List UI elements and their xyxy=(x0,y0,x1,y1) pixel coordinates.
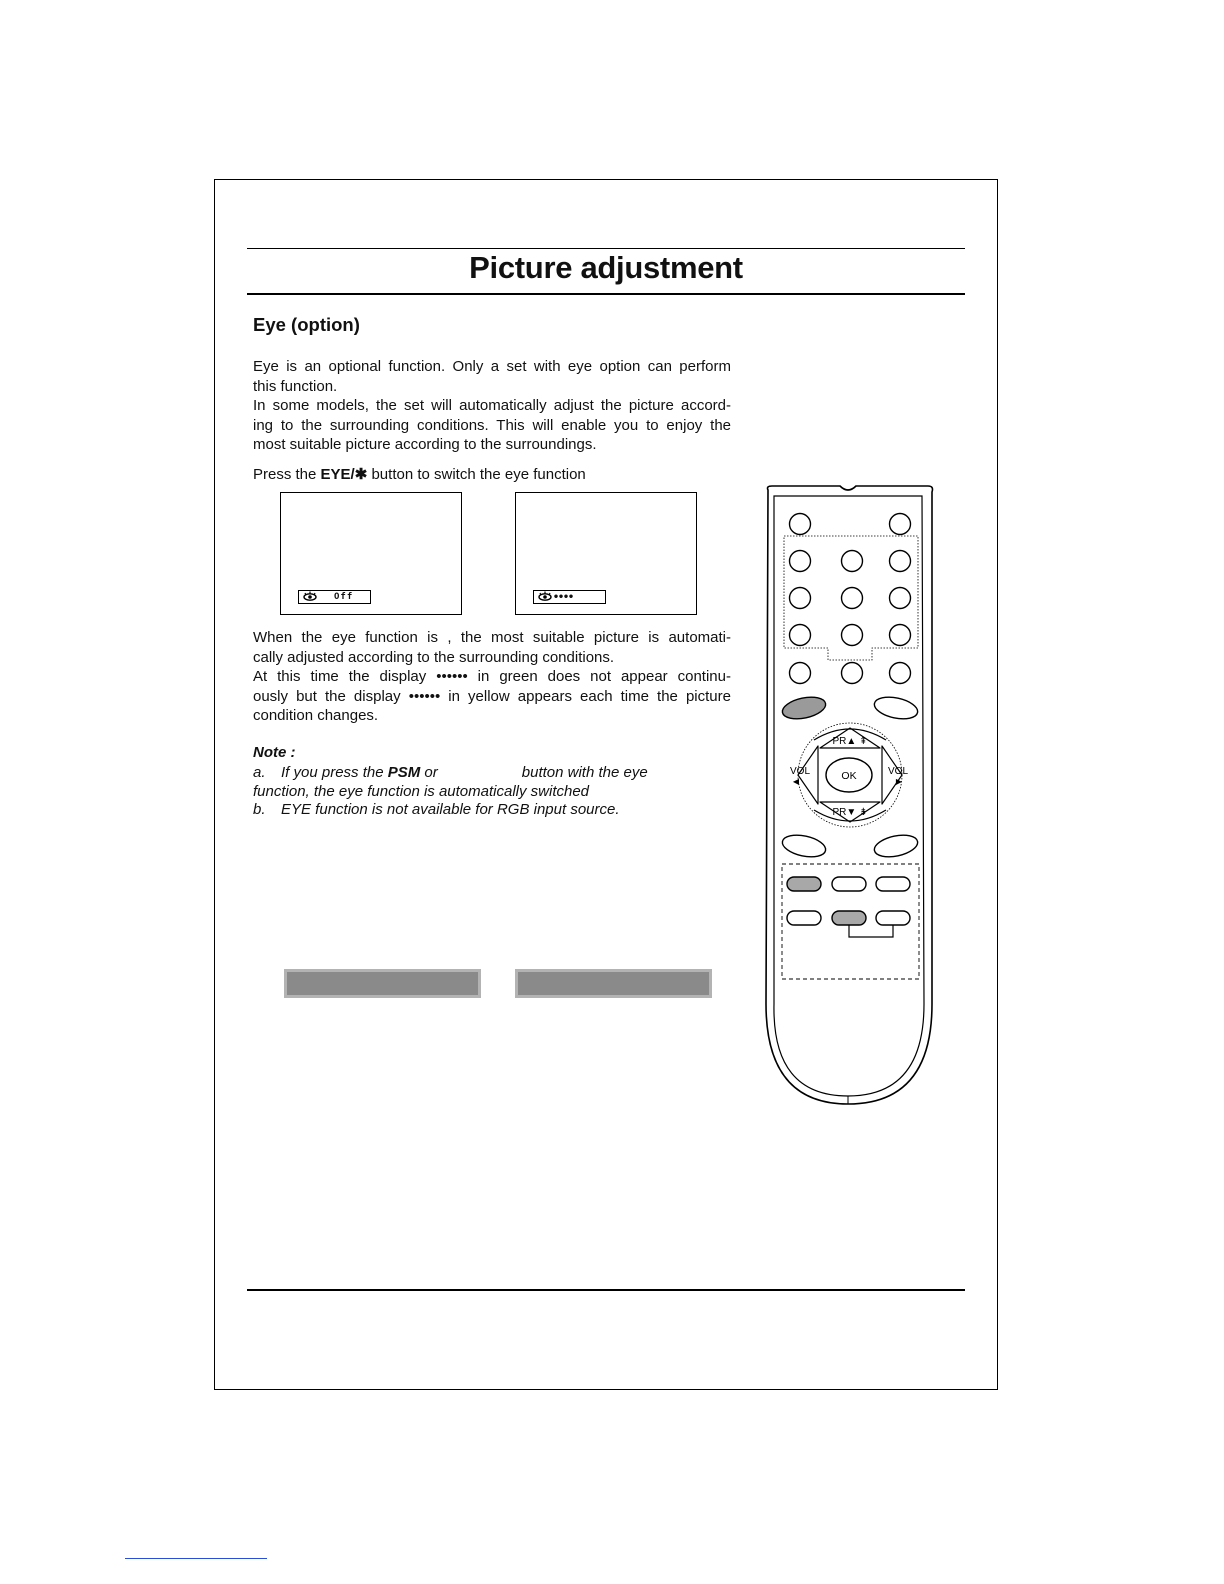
osd-eye-off xyxy=(298,590,371,604)
list-button[interactable] xyxy=(790,663,811,684)
footer-rule xyxy=(247,1289,965,1291)
description-line: condition changes. xyxy=(253,707,379,724)
intro-line: In some models, the set will automatically adjust the picture accord- xyxy=(253,397,731,414)
note-a-line2: function, the eye function is automatically switched xyxy=(253,783,590,800)
number-1-button[interactable] xyxy=(790,551,811,572)
eye-icon xyxy=(537,591,551,604)
arc-button[interactable] xyxy=(876,877,910,891)
number-7-button[interactable] xyxy=(790,625,811,646)
note-title: Note : xyxy=(253,744,296,761)
osd-eye-on xyxy=(533,590,606,604)
title-bottom-rule xyxy=(247,293,965,295)
highlighted-button[interactable] xyxy=(832,911,866,925)
note-b-marker: b. xyxy=(253,801,266,818)
note-a-marker: a. xyxy=(253,764,266,781)
description-line: At this time the display •••••• in green does not appear continu- xyxy=(253,668,731,685)
note-b xyxy=(253,800,620,820)
ok-label: OK xyxy=(841,770,857,782)
description-line: cally adjusted according to the surrounding conditions. xyxy=(253,648,615,666)
press-instruction xyxy=(253,465,731,485)
intro-line: most suitable picture according to the surroundings. xyxy=(253,436,597,453)
number-5-button[interactable] xyxy=(842,588,863,609)
number-4-button[interactable] xyxy=(790,588,811,609)
description-line: ously but the display •••••• in yellow appears each time the picture xyxy=(253,687,731,705)
vol-left-label: VOL xyxy=(790,766,811,777)
description-paragraph xyxy=(253,628,731,726)
title-top-rule xyxy=(247,248,965,249)
note-a-prefix: If you press the xyxy=(281,764,388,781)
eye-icon xyxy=(302,591,316,604)
vol-left-arrow: ◀ xyxy=(792,777,800,786)
power-button[interactable] xyxy=(790,514,811,535)
gray-bar-right xyxy=(515,969,712,998)
intro-line: Eye is an optional function. Only a set with eye option can perform xyxy=(253,358,731,375)
number-0-button[interactable] xyxy=(842,663,863,684)
page-title: Picture adjustment xyxy=(469,250,743,285)
note-a xyxy=(253,763,648,783)
number-9-button[interactable] xyxy=(890,625,911,646)
intro-paragraph xyxy=(253,357,731,455)
tv-screen-on xyxy=(515,492,697,615)
link-underline xyxy=(125,1558,267,1559)
press-suffix: button to switch the eye function xyxy=(367,466,586,483)
ssm-button[interactable] xyxy=(832,877,866,891)
remote-control-illustration xyxy=(762,484,938,1108)
number-2-button[interactable] xyxy=(842,551,863,572)
number-8-button[interactable] xyxy=(842,625,863,646)
osd-value: Off xyxy=(334,592,354,602)
psm-button-label: PSM xyxy=(387,764,421,781)
number-6-button[interactable] xyxy=(890,588,911,609)
intro-line: ing to the surrounding conditions. This will enable you to enjoy the xyxy=(253,416,731,434)
vol-right-label: VOL xyxy=(888,766,909,777)
note-a-mid: or xyxy=(420,764,438,781)
psm-button-highlight[interactable] xyxy=(787,877,821,891)
intro-line: this function. xyxy=(253,377,338,395)
swap-button[interactable] xyxy=(876,911,910,925)
section-title: Eye (option) xyxy=(253,314,360,335)
gray-bar-left xyxy=(284,969,481,998)
eye-button-label: EYE/✱ xyxy=(320,466,368,483)
note-b-text: EYE function is not available for RGB input source. xyxy=(281,801,620,818)
vol-right-arrow: ▶ xyxy=(895,777,903,786)
tv-screen-off xyxy=(280,492,462,615)
osd-value: •••• xyxy=(553,591,574,603)
press-prefix: Press the xyxy=(253,466,321,483)
pr-up-label: PR▲ ⇞ xyxy=(832,736,868,747)
mute-button[interactable] xyxy=(890,514,911,535)
description-line: When the eye function is , the most suitable picture is automati- xyxy=(253,629,731,646)
q-view-button[interactable] xyxy=(890,663,911,684)
note-a-suffix: button with the eye xyxy=(521,764,648,781)
number-3-button[interactable] xyxy=(890,551,911,572)
pip-button[interactable] xyxy=(787,911,821,925)
pr-down-label: PR▼ ⇟ xyxy=(832,807,868,818)
